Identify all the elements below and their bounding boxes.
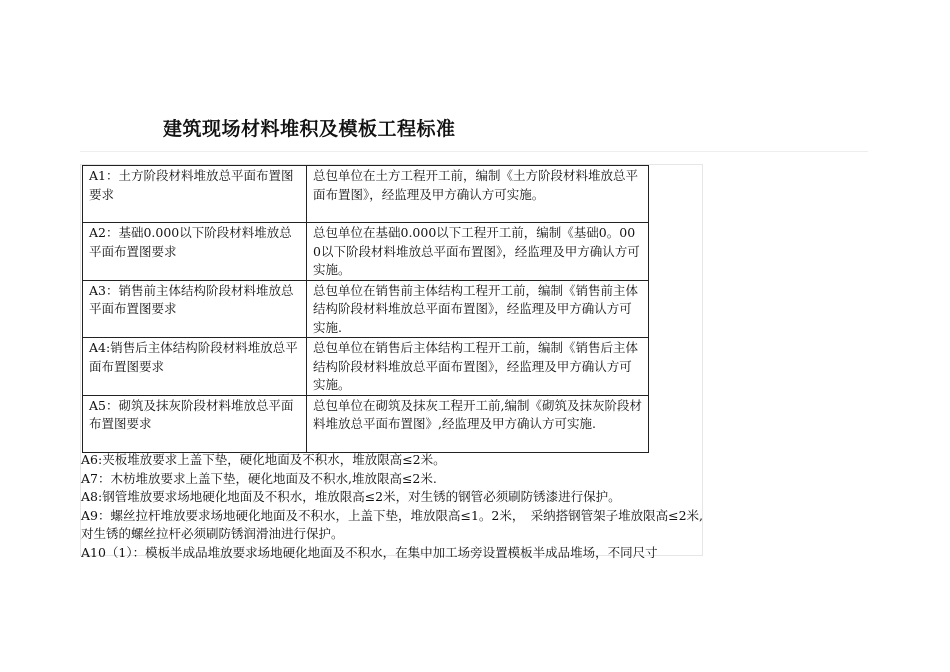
item-cell: A2：基础0.000以下阶段材料堆放总平面布置图要求 — [83, 223, 307, 281]
table-row — [83, 223, 649, 281]
description-cell: 总包单位在基础0.000以下工程开工前，编制《基础0。000以下阶段材料堆放总平面布置图》，经监理及甲方确认方可实施。 — [307, 223, 649, 281]
note-a10: A10（1）：模板半成品堆放要求场地硬化地面及不积水，在集中加工场旁设置模板半成品堆场，不同尺寸 — [81, 544, 658, 560]
item-cell: A5：砌筑及抹灰阶段材料堆放总平面布置图要求 — [83, 395, 307, 452]
notes-section — [81, 451, 703, 562]
description-cell: 总包单位在砌筑及抹灰工程开工前,编制《砌筑及抹灰阶段材料堆放总平面布置图》,经监理及甲方确认方可实施. — [307, 395, 649, 452]
item-cell: A1：土方阶段材料堆放总平面布置图要求 — [83, 166, 307, 223]
document-title: 建筑现场材料堆积及模板工程标准 — [163, 118, 456, 140]
item-cell: A3：销售前主体结构阶段材料堆放总平面布置图要求 — [83, 280, 307, 338]
material-stacking-table — [82, 165, 649, 453]
description-cell: 总包单位在土方工程开工前，编制《土方阶段材料堆放总平面布置图》，经监理及甲方确认方可实施。 — [307, 166, 649, 223]
note-a6: A6:夹板堆放要求上盖下垫，硬化地面及不积水，堆放限高≤2米。 — [81, 452, 446, 467]
table-row — [83, 338, 649, 396]
note-a9: A9：螺丝拉杆堆放要求场地硬化地面及不积水，上盖下垫，堆放限高≤1。2米， 采纳搭钢管架子堆放限高≤2米,对生锈的螺丝拉杆必须刷防锈润滑油进行保护。 — [81, 507, 704, 541]
description-cell: 总包单位在销售后主体结构工程开工前，编制《销售后主体结构阶段材料堆放总平面布置图》，经监理及甲方确认方可实施。 — [307, 338, 649, 396]
title-divider — [80, 151, 868, 152]
description-cell: 总包单位在销售前主体结构工程开工前，编制《销售前主体结构阶段材料堆放总平面布置图》，经监理及甲方确认方可实施. — [307, 280, 649, 338]
item-cell: A4:销售后主体结构阶段材料堆放总平面布置图要求 — [83, 338, 307, 396]
table-row — [83, 395, 649, 452]
table-row — [83, 166, 649, 223]
note-a8: A8:钢管堆放要求场地硬化地面及不积水，堆放限高≤2米，对生锈的钢管必须刷防锈漆进行保护。 — [81, 489, 621, 504]
note-a7: A7：木枋堆放要求上盖下垫，硬化地面及不积水,堆放限高≤2米. — [81, 470, 437, 486]
table-row — [83, 280, 649, 338]
